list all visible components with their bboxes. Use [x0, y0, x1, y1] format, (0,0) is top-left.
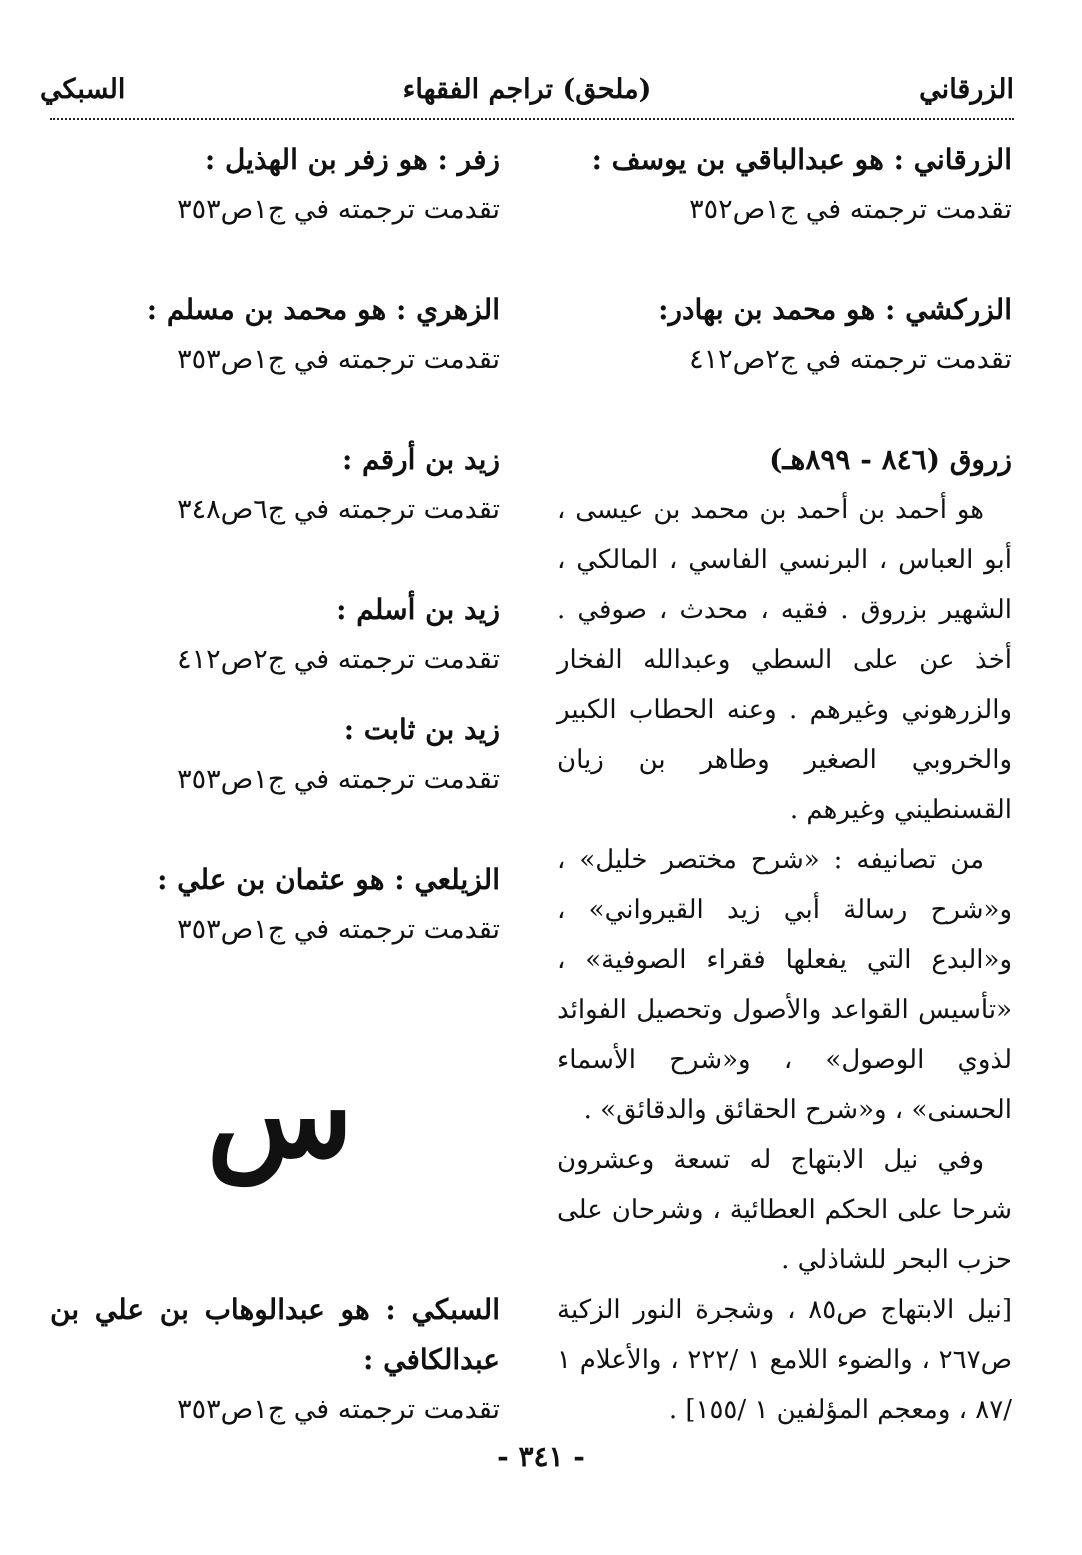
entry-reference: تقدمت ترجمته في ج١ص٣٥٢	[689, 194, 1012, 225]
entry-reference: تقدمت ترجمته في ج١ص٣٥٣	[177, 764, 500, 795]
entry-zufar	[50, 135, 500, 235]
running-header	[40, 74, 1014, 114]
entry-reference: تقدمت ترجمته في ج٢ص٤١٢	[177, 644, 500, 675]
entry-zayd-aslam	[50, 585, 500, 685]
entry-zayd-thabit	[50, 705, 500, 805]
entry-reference: تقدمت ترجمته في ج١ص٣٥٣	[177, 194, 500, 225]
entry-heading: الزرقاني : هو عبدالباقي بن يوسف :	[591, 143, 1012, 176]
entry-heading: زيد بن أرقم :	[341, 443, 500, 476]
works-paragraph: من تصانيفه : «شرح مختصر خليل» ، و«شرح رسالة أبي زيد القيرواني» ، و«البدع التي يفعلها فقراء الصوفية» ، «تأسيس القواعد والأصول وتحصيل الفوائد لذوي الوصول» ، و«شرح الأسماء الحسنى» ، و«شرح الحقائق والدقائق» .	[557, 845, 1012, 1125]
sources-paragraph: [نيل الابتهاج ص٨٥ ، وشجرة النور الزكية ص٢٦٧ ، والضوء اللامع ١ /٢٢٢ ، والأعلام ١ /٨٧ ، ومعجم المؤلفين ١ /١٥٥] .	[557, 1295, 1013, 1425]
entry-sobki	[50, 1285, 500, 1435]
entry-heading: الزيلعي : هو عثمان بن علي :	[157, 863, 500, 896]
page-number: - ٣٤١ -	[497, 1440, 585, 1473]
right-column	[557, 135, 1012, 1435]
header-dotted-rule	[50, 118, 1014, 120]
section-letter-heading: س	[206, 1044, 354, 1185]
header-title: (ملحق) تراجم الفقهاء	[402, 74, 652, 105]
entry-reference: تقدمت ترجمته في ج١ص٣٥٣	[177, 914, 500, 945]
left-column	[50, 135, 500, 955]
entry-heading: الزهري : هو محمد بن مسلم :	[146, 293, 500, 326]
header-first-entry: الزرقاني	[919, 74, 1014, 105]
entry-heading: زفر : هو زفر بن الهذيل :	[204, 143, 500, 176]
entry-zarkashi	[557, 285, 1012, 385]
entry-reference: تقدمت ترجمته في ج١ص٣٥٣	[177, 1394, 500, 1425]
entry-zurqani	[557, 135, 1012, 235]
entry-heading: زروق (٨٤٦ - ٨٩٩هـ)	[769, 443, 1012, 476]
entry-reference: تقدمت ترجمته في ج١ص٣٥٣	[177, 344, 500, 375]
entry-reference: تقدمت ترجمته في ج٢ص٤١٢	[689, 344, 1012, 375]
entry-heading: زيد بن ثابت :	[343, 713, 500, 746]
header-last-entry: السبكي	[40, 74, 126, 105]
entry-heading: الزركشي : هو محمد بن بهادر:	[658, 293, 1012, 326]
entry-zuhri	[50, 285, 500, 385]
entry-heading: السبكي : هو عبدالوهاب بن علي بن عبدالكافي :	[50, 1293, 500, 1376]
entry-zayd-arqam	[50, 435, 500, 535]
entry-zaylai	[50, 855, 500, 955]
note-paragraph: وفي نيل الابتهاج له تسعة وعشرون شرحا على الحكم العطائية ، وشرحان على حزب البحر للشاذلي .	[557, 1145, 1012, 1275]
entry-reference: تقدمت ترجمته في ج٦ص٣٤٨	[177, 494, 500, 525]
entry-zarruq	[557, 435, 1012, 1435]
biography-paragraph: هو أحمد بن أحمد بن محمد بن عيسى ، أبو العباس ، البرنسي الفاسي ، المالكي ، الشهير بزروق . فقيه ، محدث ، صوفي . أخذ عن على السطي وعبدالله الفخار والزرهوني وغيرهم . وعنه الحطاب الكبير والخروبي الصغير وطاهر بن زيان القسنطيني وغيرهم .	[557, 495, 1012, 825]
entry-heading: زيد بن أسلم :	[336, 593, 500, 626]
